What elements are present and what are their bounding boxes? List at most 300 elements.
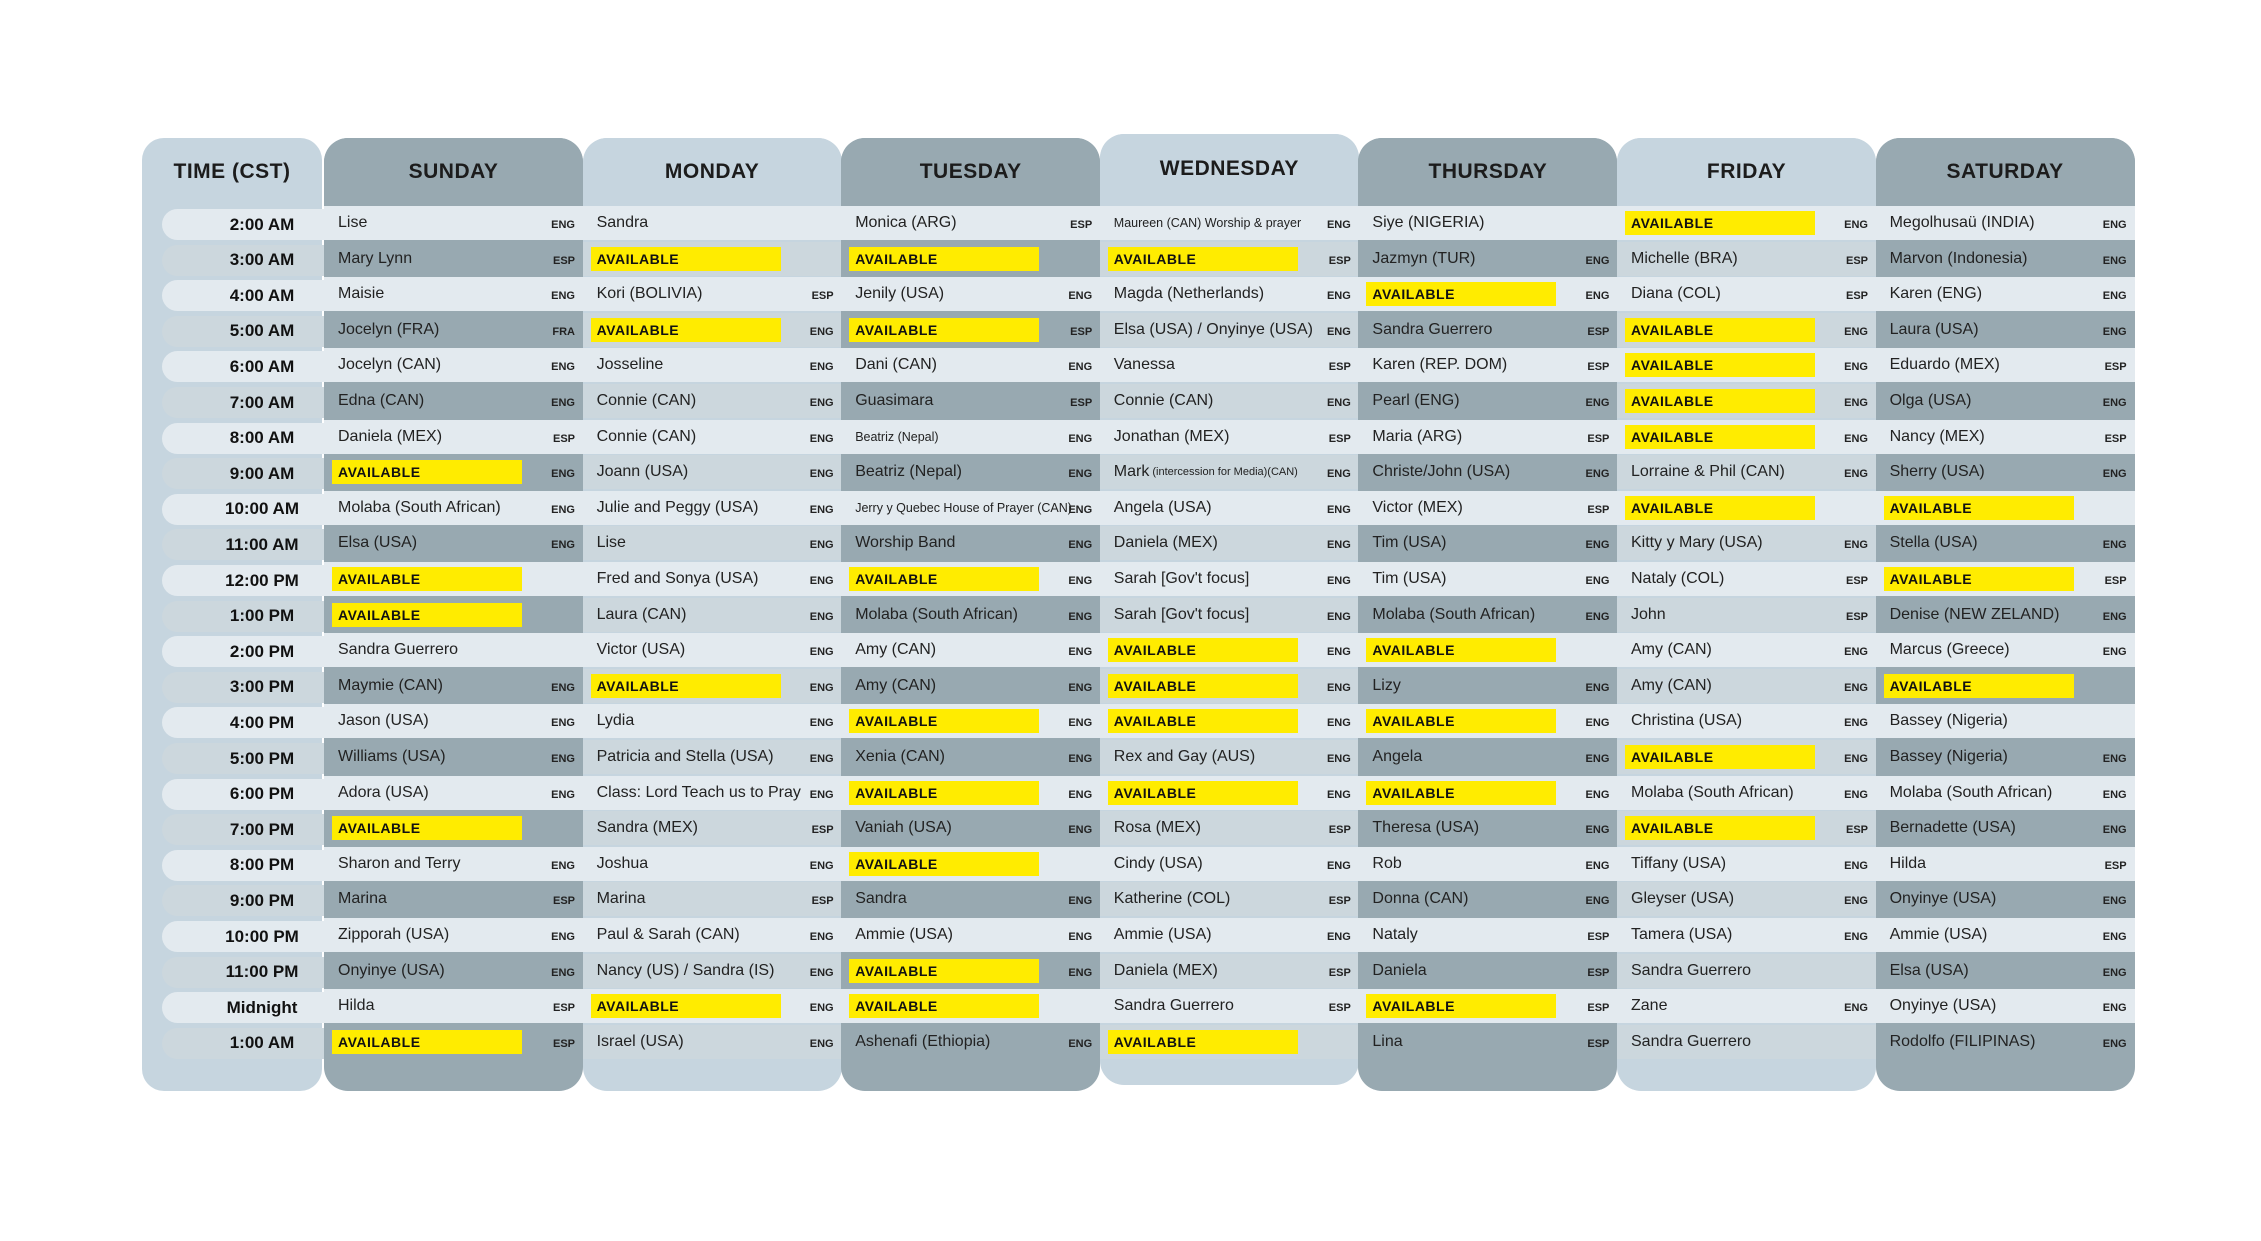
available-slot-badge[interactable]: AVAILABLE bbox=[1625, 211, 1815, 235]
schedule-slot[interactable] bbox=[583, 526, 842, 560]
schedule-slot[interactable] bbox=[583, 918, 842, 952]
schedule-slot[interactable] bbox=[1358, 313, 1617, 347]
intercessor-name-text: Sandra Guerrero bbox=[1631, 1032, 1752, 1050]
intercessor-name bbox=[1890, 704, 2008, 738]
schedule-slot[interactable] bbox=[841, 811, 1100, 845]
schedule-slot[interactable] bbox=[324, 348, 583, 382]
schedule-slot[interactable] bbox=[583, 491, 842, 525]
available-slot-badge[interactable]: AVAILABLE bbox=[849, 852, 1039, 876]
language-code: ESP bbox=[1587, 966, 1610, 979]
schedule-slot[interactable] bbox=[324, 420, 583, 454]
schedule-slot[interactable] bbox=[841, 526, 1100, 560]
available-slot-badge[interactable]: AVAILABLE bbox=[849, 709, 1039, 733]
schedule-slot[interactable] bbox=[841, 847, 1100, 881]
schedule-slot[interactable] bbox=[1876, 918, 2135, 952]
intercessor-name-text: Denise (NEW ZELAND) bbox=[1889, 605, 2060, 623]
schedule-slot[interactable] bbox=[841, 704, 1100, 738]
language-code: ESP bbox=[1845, 575, 1868, 587]
schedule-slot[interactable] bbox=[1358, 420, 1617, 454]
schedule-slot[interactable] bbox=[1358, 989, 1617, 1023]
schedule-slot[interactable] bbox=[1617, 954, 1876, 988]
available-slot-badge[interactable]: AVAILABLE bbox=[332, 603, 522, 627]
schedule-slot[interactable] bbox=[1876, 633, 2135, 667]
schedule-slot[interactable] bbox=[1358, 847, 1617, 881]
schedule-slot[interactable] bbox=[1617, 598, 1876, 632]
schedule-slot[interactable] bbox=[583, 562, 842, 596]
schedule-slot[interactable] bbox=[1876, 740, 2135, 774]
intercessor-name bbox=[1372, 918, 1417, 952]
language-code: ENG bbox=[1844, 361, 1868, 374]
schedule-slot[interactable] bbox=[1100, 384, 1359, 418]
available-slot-badge[interactable]: AVAILABLE bbox=[1108, 638, 1298, 662]
schedule-slot[interactable] bbox=[1876, 348, 2135, 382]
schedule-slot[interactable] bbox=[1876, 989, 2135, 1023]
schedule-slot[interactable] bbox=[1617, 277, 1876, 311]
language-code: ENG bbox=[1068, 717, 1093, 730]
day-header-sunday: SUNDAY bbox=[324, 138, 583, 206]
language-code: ESP bbox=[552, 1037, 575, 1050]
available-slot-badge[interactable]: AVAILABLE bbox=[849, 994, 1039, 1018]
schedule-slot[interactable] bbox=[324, 882, 583, 916]
schedule-slot[interactable] bbox=[1876, 420, 2135, 454]
intercessor-name bbox=[1890, 740, 2008, 774]
schedule-slot[interactable] bbox=[1617, 740, 1876, 774]
schedule-slot[interactable] bbox=[324, 313, 583, 347]
available-slot-badge[interactable]: AVAILABLE bbox=[332, 816, 522, 840]
intercessor-name-text: Amy (CAN) bbox=[855, 676, 937, 694]
intercessor-name bbox=[1372, 348, 1507, 382]
schedule-slot[interactable] bbox=[1617, 847, 1876, 881]
schedule-slot[interactable] bbox=[324, 918, 583, 952]
schedule-slot[interactable] bbox=[841, 918, 1100, 952]
intercessor-name-text: Beatriz (Nepal) bbox=[855, 429, 939, 444]
schedule-slot[interactable] bbox=[324, 776, 583, 810]
schedule-slot[interactable] bbox=[841, 633, 1100, 667]
schedule-slot[interactable] bbox=[1100, 277, 1359, 311]
day-header-saturday: SATURDAY bbox=[1876, 138, 2135, 206]
schedule-slot[interactable] bbox=[1100, 242, 1359, 276]
language-code: ENG bbox=[551, 361, 575, 374]
day-header-wednesday: WEDNESDAY bbox=[1100, 134, 1359, 204]
schedule-slot[interactable] bbox=[1358, 526, 1617, 560]
intercessor-name-text: Hilda bbox=[1889, 854, 1927, 872]
schedule-slot[interactable] bbox=[1358, 704, 1617, 738]
language-code: ENG bbox=[809, 361, 834, 374]
schedule-slot[interactable] bbox=[583, 633, 842, 667]
schedule-slot[interactable] bbox=[1617, 669, 1876, 703]
language-code: ENG bbox=[2102, 610, 2127, 623]
language-code: ENG bbox=[1585, 824, 1610, 837]
schedule-slot[interactable] bbox=[583, 455, 842, 489]
schedule-slot[interactable] bbox=[583, 277, 842, 311]
language-code: ENG bbox=[2102, 1037, 2127, 1050]
schedule-slot[interactable] bbox=[324, 526, 583, 560]
schedule-slot[interactable] bbox=[1358, 1025, 1617, 1059]
schedule-slot[interactable] bbox=[1617, 882, 1876, 916]
language-code: ENG bbox=[1068, 503, 1093, 516]
schedule-slot[interactable] bbox=[1617, 633, 1876, 667]
schedule-slot[interactable] bbox=[1876, 704, 2135, 738]
schedule-slot[interactable] bbox=[841, 420, 1100, 454]
day-header-monday: MONDAY bbox=[583, 138, 842, 206]
schedule-slot[interactable] bbox=[1100, 348, 1359, 382]
schedule-slot[interactable] bbox=[1358, 954, 1617, 988]
language-code: ENG bbox=[1326, 788, 1351, 801]
schedule-slot[interactable] bbox=[583, 420, 842, 454]
schedule-slot[interactable] bbox=[324, 811, 583, 845]
schedule-slot[interactable] bbox=[841, 206, 1100, 240]
language-code: ESP bbox=[1328, 824, 1351, 837]
language-code: ENG bbox=[1068, 931, 1093, 943]
schedule-slot[interactable] bbox=[1876, 847, 2135, 881]
schedule-slot[interactable] bbox=[1100, 847, 1359, 881]
schedule-slot[interactable] bbox=[583, 313, 842, 347]
schedule-slot[interactable] bbox=[1876, 776, 2135, 810]
intercessor-name bbox=[338, 704, 429, 738]
schedule-slot[interactable] bbox=[583, 740, 842, 774]
schedule-slot[interactable] bbox=[1876, 669, 2135, 703]
schedule-slot[interactable] bbox=[1358, 598, 1617, 632]
language-code: ESP bbox=[1070, 397, 1093, 409]
schedule-slot[interactable] bbox=[324, 384, 583, 418]
schedule-slot[interactable] bbox=[324, 633, 583, 667]
intercessor-name-text: Julie and Peggy (USA) bbox=[596, 498, 759, 516]
intercessor-name-text: Maisie bbox=[338, 285, 385, 303]
intercessor-name bbox=[1631, 954, 1751, 988]
schedule-slot[interactable] bbox=[1100, 811, 1359, 845]
schedule-slot[interactable] bbox=[1617, 455, 1876, 489]
language-code: ENG bbox=[1326, 931, 1351, 943]
schedule-slot[interactable] bbox=[841, 491, 1100, 525]
schedule-slot[interactable] bbox=[1876, 1025, 2135, 1059]
schedule-slot[interactable] bbox=[583, 811, 842, 845]
available-slot-badge[interactable]: AVAILABLE bbox=[849, 318, 1039, 342]
schedule-slot[interactable] bbox=[1358, 242, 1617, 276]
intercessor-name-text: Joann (USA) bbox=[596, 463, 689, 481]
intercessor-name-text: Guasimara bbox=[855, 392, 934, 409]
schedule-slot[interactable] bbox=[1358, 455, 1617, 489]
intercessor-name-text: Lina bbox=[1372, 1032, 1403, 1050]
schedule-slot[interactable] bbox=[1617, 348, 1876, 382]
language-code: ENG bbox=[809, 966, 834, 979]
schedule-slot[interactable] bbox=[583, 989, 842, 1023]
schedule-slot[interactable] bbox=[841, 989, 1100, 1023]
schedule-slot[interactable] bbox=[841, 384, 1100, 418]
schedule-slot[interactable] bbox=[1100, 206, 1359, 240]
schedule-slot[interactable] bbox=[324, 740, 583, 774]
schedule-slot[interactable] bbox=[841, 313, 1100, 347]
schedule-slot[interactable] bbox=[1100, 455, 1359, 489]
schedule-slot[interactable] bbox=[1617, 776, 1876, 810]
schedule-slot[interactable] bbox=[1617, 206, 1876, 240]
schedule-slot[interactable] bbox=[324, 989, 583, 1023]
time-slot-label: 3:00 AM bbox=[162, 245, 362, 276]
language-code: ESP bbox=[2104, 859, 2127, 872]
available-slot-badge[interactable]: AVAILABLE bbox=[1625, 496, 1815, 520]
intercessor-name-text: Jonathan (MEX) bbox=[1113, 427, 1230, 445]
available-slot-badge[interactable]: AVAILABLE bbox=[1366, 282, 1556, 306]
schedule-slot[interactable] bbox=[324, 206, 583, 240]
schedule-slot[interactable] bbox=[1358, 206, 1617, 240]
schedule-slot[interactable] bbox=[1100, 1025, 1359, 1059]
available-slot-badge[interactable]: AVAILABLE bbox=[332, 567, 522, 591]
intercessor-name bbox=[1114, 811, 1201, 845]
intercessor-name bbox=[597, 420, 697, 454]
schedule-slot[interactable] bbox=[841, 740, 1100, 774]
intercessor-name bbox=[855, 455, 962, 489]
schedule-slot[interactable] bbox=[1358, 384, 1617, 418]
schedule-slot[interactable] bbox=[841, 348, 1100, 382]
schedule-slot[interactable] bbox=[1617, 384, 1876, 418]
available-slot-badge[interactable]: AVAILABLE bbox=[849, 247, 1039, 271]
day-column-monday bbox=[583, 138, 842, 1091]
available-slot-badge[interactable]: AVAILABLE bbox=[332, 460, 522, 484]
schedule-slot[interactable] bbox=[1100, 526, 1359, 560]
intercessor-name-text: Olga (USA) bbox=[1889, 392, 1972, 409]
available-slot-badge[interactable]: AVAILABLE bbox=[1625, 353, 1815, 377]
schedule-slot[interactable] bbox=[324, 598, 583, 632]
schedule-slot[interactable] bbox=[583, 669, 842, 703]
schedule-slot[interactable] bbox=[1100, 562, 1359, 596]
schedule-slot[interactable] bbox=[583, 348, 842, 382]
schedule-slot[interactable] bbox=[1100, 776, 1359, 810]
schedule-slot[interactable] bbox=[324, 491, 583, 525]
language-code: ESP bbox=[1587, 503, 1610, 516]
schedule-slot[interactable] bbox=[1358, 918, 1617, 952]
available-slot-badge[interactable]: AVAILABLE bbox=[591, 318, 781, 342]
schedule-slot[interactable] bbox=[1358, 491, 1617, 525]
intercessor-name-text: Ammie (USA) bbox=[855, 926, 953, 943]
schedule-slot[interactable] bbox=[324, 847, 583, 881]
time-slot-label: 7:00 PM bbox=[162, 814, 362, 845]
available-slot-badge[interactable]: AVAILABLE bbox=[591, 994, 781, 1018]
schedule-slot[interactable] bbox=[1100, 882, 1359, 916]
intercessor-name-text: Tim (USA) bbox=[1372, 534, 1447, 552]
schedule-slot[interactable] bbox=[841, 1025, 1100, 1059]
schedule-slot[interactable] bbox=[1100, 989, 1359, 1023]
available-slot-badge[interactable]: AVAILABLE bbox=[591, 674, 781, 698]
intercessor-name bbox=[855, 526, 955, 560]
schedule-slot[interactable] bbox=[324, 954, 583, 988]
language-code: ESP bbox=[1845, 824, 1868, 837]
schedule-slot[interactable] bbox=[1617, 918, 1876, 952]
schedule-slot[interactable] bbox=[1876, 242, 2135, 276]
schedule-slot[interactable] bbox=[1876, 455, 2135, 489]
day-column-tuesday bbox=[841, 138, 1100, 1091]
schedule-slot[interactable] bbox=[841, 598, 1100, 632]
available-slot-badge[interactable]: AVAILABLE bbox=[1884, 567, 2074, 591]
schedule-slot[interactable] bbox=[1617, 562, 1876, 596]
schedule-slot[interactable] bbox=[1617, 420, 1876, 454]
available-slot-badge[interactable]: AVAILABLE bbox=[1884, 496, 2074, 520]
schedule-slot[interactable] bbox=[324, 242, 583, 276]
schedule-slot[interactable] bbox=[841, 954, 1100, 988]
schedule-slot[interactable] bbox=[1358, 740, 1617, 774]
schedule-slot[interactable] bbox=[1358, 633, 1617, 667]
schedule-slot[interactable] bbox=[1617, 1025, 1876, 1059]
schedule-slot[interactable] bbox=[583, 598, 842, 632]
schedule-slot[interactable] bbox=[1617, 811, 1876, 845]
schedule-slot[interactable] bbox=[1100, 740, 1359, 774]
intercessor-name-text: Donna (CAN) bbox=[1372, 890, 1469, 908]
available-slot-badge[interactable]: AVAILABLE bbox=[1366, 709, 1556, 733]
schedule-slot[interactable] bbox=[1617, 526, 1876, 560]
intercessor-name-text: Sarah [Gov't focus] bbox=[1113, 570, 1250, 587]
schedule-slot[interactable] bbox=[1876, 526, 2135, 560]
time-slot-label: 3:00 PM bbox=[162, 672, 362, 703]
intercessor-name bbox=[338, 882, 387, 916]
schedule-slot[interactable] bbox=[1876, 811, 2135, 845]
available-slot-badge[interactable]: AVAILABLE bbox=[1625, 745, 1815, 769]
available-slot-badge[interactable]: AVAILABLE bbox=[849, 959, 1039, 983]
schedule-slot[interactable] bbox=[583, 1025, 842, 1059]
schedule-slot[interactable] bbox=[583, 776, 842, 810]
available-slot-badge[interactable]: AVAILABLE bbox=[1108, 1030, 1298, 1054]
schedule-slot[interactable] bbox=[1876, 562, 2135, 596]
schedule-slot[interactable] bbox=[583, 384, 842, 418]
schedule-slot[interactable] bbox=[1617, 313, 1876, 347]
time-slot-label: 8:00 PM bbox=[162, 850, 362, 881]
schedule-slot[interactable] bbox=[1876, 598, 2135, 632]
schedule-slot[interactable] bbox=[841, 455, 1100, 489]
language-code: ENG bbox=[809, 575, 834, 587]
available-slot-badge[interactable]: AVAILABLE bbox=[1625, 389, 1815, 413]
schedule-slot[interactable] bbox=[1100, 598, 1359, 632]
language-code: ENG bbox=[809, 788, 834, 801]
language-code: ESP bbox=[1587, 1002, 1610, 1015]
schedule-slot[interactable] bbox=[1358, 776, 1617, 810]
intercessor-name-text: Lizy bbox=[1372, 676, 1401, 694]
language-code: ENG bbox=[1585, 468, 1610, 481]
intercessor-name bbox=[597, 847, 649, 881]
available-slot-badge[interactable]: AVAILABLE bbox=[591, 247, 781, 271]
intercessor-name bbox=[338, 776, 429, 810]
schedule-slot[interactable] bbox=[1100, 669, 1359, 703]
schedule-slot[interactable] bbox=[1617, 704, 1876, 738]
available-slot-badge[interactable]: AVAILABLE bbox=[1625, 816, 1815, 840]
time-slot-label: 7:00 AM bbox=[162, 387, 362, 418]
intercessor-name bbox=[855, 491, 1072, 525]
intercessor-name-text: Williams (USA) bbox=[338, 748, 446, 765]
schedule-slot[interactable] bbox=[583, 704, 842, 738]
intercessor-name bbox=[855, 277, 944, 311]
schedule-slot[interactable] bbox=[583, 242, 842, 276]
schedule-slot[interactable] bbox=[841, 242, 1100, 276]
intercessor-name bbox=[597, 348, 664, 382]
schedule-slot[interactable] bbox=[1100, 633, 1359, 667]
intercessor-name bbox=[855, 918, 953, 952]
language-code: ENG bbox=[809, 468, 834, 481]
schedule-slot[interactable] bbox=[324, 704, 583, 738]
schedule-slot[interactable] bbox=[324, 1025, 583, 1059]
schedule-slot[interactable] bbox=[1100, 704, 1359, 738]
available-slot-badge[interactable]: AVAILABLE bbox=[1366, 994, 1556, 1018]
intercessor-name-text: Lydia bbox=[596, 712, 635, 730]
intercessor-name bbox=[1372, 420, 1462, 454]
schedule-slot[interactable] bbox=[1876, 277, 2135, 311]
schedule-slot[interactable] bbox=[1876, 313, 2135, 347]
schedule-slot[interactable] bbox=[1876, 954, 2135, 988]
available-slot-badge[interactable]: AVAILABLE bbox=[849, 781, 1039, 805]
schedule-slot[interactable] bbox=[1876, 491, 2135, 525]
schedule-slot[interactable] bbox=[1876, 206, 2135, 240]
schedule-slot[interactable] bbox=[324, 562, 583, 596]
schedule-slot[interactable] bbox=[1358, 882, 1617, 916]
schedule-slot[interactable] bbox=[841, 277, 1100, 311]
available-slot-badge[interactable]: AVAILABLE bbox=[1108, 247, 1298, 271]
schedule-slot[interactable] bbox=[1358, 811, 1617, 845]
schedule-slot[interactable] bbox=[841, 882, 1100, 916]
available-slot-badge[interactable]: AVAILABLE bbox=[1108, 674, 1298, 698]
schedule-slot[interactable] bbox=[583, 882, 842, 916]
schedule-slot[interactable] bbox=[1100, 918, 1359, 952]
available-slot-badge[interactable]: AVAILABLE bbox=[1108, 709, 1298, 733]
intercessor-name bbox=[1890, 847, 1926, 881]
schedule-slot[interactable] bbox=[583, 954, 842, 988]
language-code: ESP bbox=[2104, 575, 2127, 587]
time-slot-label: 2:00 AM bbox=[162, 209, 362, 240]
intercessor-name bbox=[855, 1025, 990, 1059]
schedule-slot[interactable] bbox=[1100, 420, 1359, 454]
schedule-slot[interactable] bbox=[1100, 313, 1359, 347]
schedule-slot[interactable] bbox=[324, 277, 583, 311]
schedule-slot[interactable] bbox=[1358, 562, 1617, 596]
available-slot-badge[interactable]: AVAILABLE bbox=[1625, 318, 1815, 342]
intercessor-name-text: Maureen (CAN) Worship & prayer bbox=[1113, 216, 1302, 230]
available-slot-badge[interactable]: AVAILABLE bbox=[849, 567, 1039, 591]
schedule-slot[interactable] bbox=[841, 776, 1100, 810]
schedule-slot[interactable] bbox=[1358, 348, 1617, 382]
available-slot-badge[interactable]: AVAILABLE bbox=[1366, 781, 1556, 805]
available-slot-badge[interactable]: AVAILABLE bbox=[1625, 425, 1815, 449]
available-slot-badge[interactable]: AVAILABLE bbox=[1366, 638, 1556, 662]
available-slot-badge[interactable]: AVAILABLE bbox=[1108, 781, 1298, 805]
schedule-slot[interactable] bbox=[1617, 242, 1876, 276]
intercessor-name bbox=[855, 420, 938, 454]
schedule-slot[interactable] bbox=[1358, 277, 1617, 311]
intercessor-name bbox=[1372, 313, 1492, 347]
schedule-slot[interactable] bbox=[1617, 989, 1876, 1023]
schedule-slot[interactable] bbox=[1876, 384, 2135, 418]
schedule-slot[interactable] bbox=[1358, 669, 1617, 703]
intercessor-name-text: Laura (USA) bbox=[1889, 320, 1979, 338]
intercessor-name-text: Edna (CAN) bbox=[338, 392, 425, 409]
schedule-slot[interactable] bbox=[841, 669, 1100, 703]
available-slot-badge[interactable]: AVAILABLE bbox=[1884, 674, 2074, 698]
schedule-slot[interactable] bbox=[324, 455, 583, 489]
schedule-slot[interactable] bbox=[583, 847, 842, 881]
schedule-slot[interactable] bbox=[324, 669, 583, 703]
schedule-slot[interactable] bbox=[1100, 954, 1359, 988]
schedule-slot[interactable] bbox=[1876, 882, 2135, 916]
language-code: ENG bbox=[1585, 610, 1610, 623]
intercessor-name bbox=[1890, 348, 2000, 382]
language-code: ENG bbox=[809, 681, 834, 694]
language-code: ENG bbox=[1068, 788, 1093, 801]
schedule-slot[interactable] bbox=[841, 562, 1100, 596]
intercessor-name bbox=[1114, 420, 1230, 454]
intercessor-name bbox=[338, 847, 460, 881]
time-column bbox=[142, 138, 322, 1091]
language-code: ENG bbox=[1844, 717, 1868, 730]
language-code: ENG bbox=[1068, 966, 1093, 979]
schedule-slot[interactable] bbox=[1617, 491, 1876, 525]
schedule-slot[interactable] bbox=[1100, 491, 1359, 525]
intercessor-name-text: Monica (ARG) bbox=[855, 214, 957, 231]
available-slot-badge[interactable]: AVAILABLE bbox=[332, 1030, 522, 1054]
schedule-slot[interactable] bbox=[583, 206, 842, 240]
intercessor-name bbox=[1114, 455, 1298, 489]
